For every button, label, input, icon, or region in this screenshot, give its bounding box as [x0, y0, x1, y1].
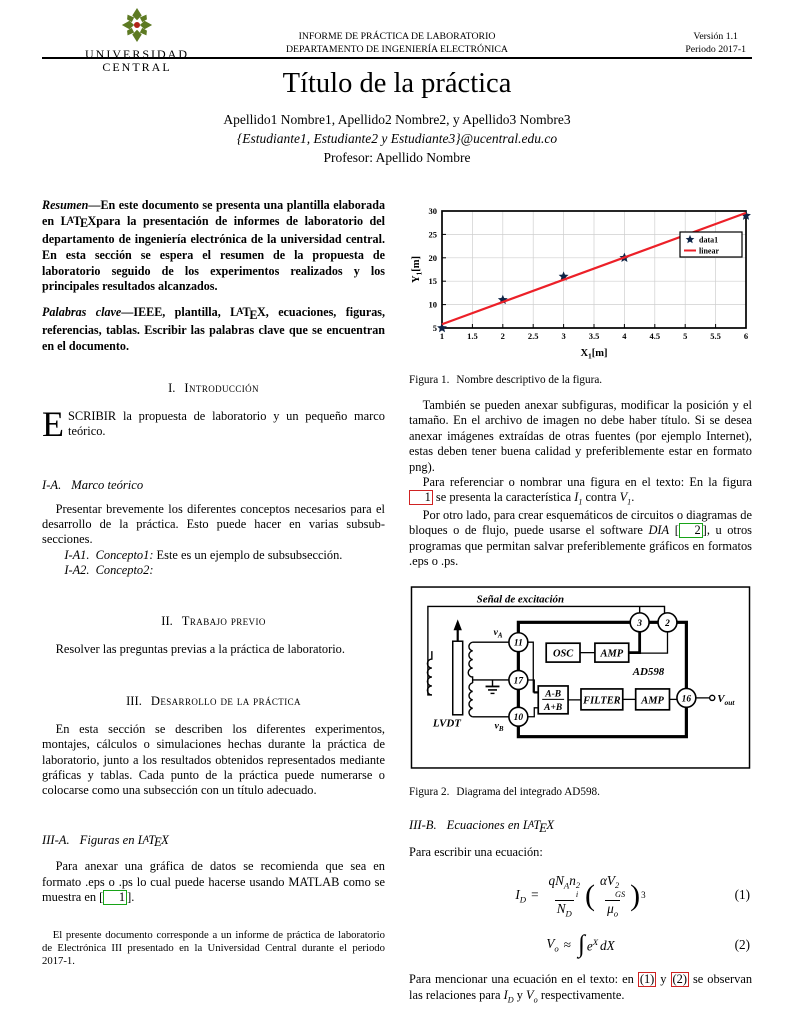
equation-2: $V_o$ ≈ ∫ $e^X$ dX (2) — [546, 931, 750, 959]
svg-text:20: 20 — [428, 252, 437, 263]
figure2-circuit — [409, 583, 752, 773]
period-label: Periodo 2017-1 — [685, 43, 746, 55]
university-name: UNIVERSIDAD CENTRAL — [85, 47, 189, 74]
subsection-heading-figuras: III-A. Figuras en LATEX — [42, 832, 169, 850]
latex-logo: LATEX — [60, 213, 97, 231]
ad598-chip-outline — [518, 623, 686, 737]
ground-symbol — [486, 687, 500, 694]
svg-text:4.5: 4.5 — [649, 331, 661, 341]
amp-to-pin3-wire — [629, 632, 640, 653]
equation-1: $I_D$ = $qN_An$ 2 i $N_D$ ( αV 2 GS $\mu_o$ ) 3 (1) — [515, 872, 750, 919]
svg-text:30: 30 — [428, 206, 437, 216]
right-column — [409, 198, 752, 1028]
svg-text:2: 2 — [665, 619, 670, 630]
dropcap: E — [42, 403, 64, 444]
svg-text:X1[m]: $X_1[m]$ — [580, 348, 608, 361]
author-block — [0, 111, 794, 168]
equation-2-number: (2) — [734, 937, 750, 953]
intro-paragraph: ESCRIBIR la propuesta de laboratorio y un pequeño marco teórico. — [42, 403, 385, 444]
svg-text:1: 1 — [439, 331, 445, 341]
svg-text:16: 16 — [681, 694, 692, 705]
equation-ref-2[interactable]: (2) — [672, 972, 687, 987]
header-version-block — [685, 31, 746, 56]
svg-text:5: 5 — [432, 323, 437, 333]
svg-text:17: 17 — [513, 676, 524, 687]
subsubsection-concepto1: I-A1. Concepto1: Este es un ejemplo de subsubsección. — [64, 547, 343, 562]
ecuacion-intro-paragraph: Para escribir una ecuación: — [409, 845, 543, 860]
svg-text:10: 10 — [428, 299, 437, 310]
va-label: $v_A$ — [493, 627, 503, 641]
svg-text:linear: linear — [699, 246, 719, 256]
svg-text:1.5: 1.5 — [467, 331, 478, 341]
amp2-block — [636, 689, 670, 710]
svg-text:3.5: 3.5 — [588, 331, 600, 341]
header-report-type: INFORME DE PRÁCTICA DE LABORATORIO DEPARTAMENTO DE INGENIERÍA ELECTRÓNICA — [285, 31, 509, 55]
figure-ref-link[interactable]: 1 — [409, 490, 433, 504]
desarrollo-paragraph: En esta sección se describen los diferentes experimentos, montajes, cálculos o simulaciones hechas durante la práctica de laboratorio, junto a los resultados obtenidos representados mediante gráficas y tablas. Cada punto de la práctica puede numerarse o colocarse como una subsección con un título adecuado. — [42, 721, 385, 798]
svg-text:2: 2 — [500, 331, 505, 341]
equation-1-number: (1) — [734, 887, 750, 903]
svg-text:A-B: A-B — [545, 689, 562, 700]
section-heading-desarrollo: III. Desarrollo de la práctica — [126, 693, 301, 708]
svg-text:5: 5 — [683, 331, 688, 341]
latex-logo: LATEX — [522, 818, 555, 836]
subsubsection-concepto2: I-A2. Concepto2: — [64, 563, 154, 578]
svg-text:3: 3 — [637, 619, 643, 630]
page-title: Título de la práctica — [282, 68, 512, 99]
thanks-footnote: El presente documento corresponde a un informe de práctica de laboratorio de Electrónica III presentado en la Universidad Central durante el periodo 2017-1. — [42, 928, 385, 967]
professor-line: Profesor: Apellido Nombre — [323, 149, 471, 165]
svg-text:2.5: 2.5 — [527, 331, 539, 341]
svg-text:10: 10 — [513, 713, 524, 724]
left-column — [42, 198, 385, 1028]
citation-link-1[interactable]: 1 — [103, 890, 127, 904]
author-names: Apellido1 Nombre1, Apellido2 Nombre2, y Apellido3 Nombre3 — [223, 112, 571, 127]
subsection-heading-ecuaciones: III-B. Ecuaciones en LATEX — [409, 818, 555, 836]
svg-text:Y1[m]: $Y_1[m]$ — [411, 255, 424, 284]
svg-text:11: 11 — [513, 639, 523, 650]
figuras-paragraph: Para anexar una gráfica de datos se recomienda que sea en formato .eps o .ps lo cual puede hacerse usando MATLAB como se muestra en [ 1 ]. — [42, 859, 385, 905]
referencia-figura-paragraph: Para referenciar o nombrar una figura en el texto: En la figura 1 se presenta la característica $I_1$ contra $V_1$. — [409, 475, 752, 508]
svg-text:A+B: A+B — [544, 703, 563, 714]
subfiguras-paragraph: También se pueden anexar subfiguras, modificar la posición y el tamaño. En el archivo de imagen no debe haber título. Si se desea anexar imágenes extraídas de otras fuentes (por ejemplo Internet), estas deben tener buena calidad y preferiblemente estar en formato png). — [409, 398, 752, 474]
mencionar-ecuacion-paragraph: Para mencionar una ecuación en el texto: en (1) y (2) se observan las relaciones para $I_D$ y $V_o$ respectivamente. — [409, 972, 753, 1005]
svg-text:6: 6 — [743, 331, 749, 341]
svg-text:3: 3 — [561, 331, 566, 341]
page-header — [42, 6, 752, 74]
citation-link-2[interactable]: 2 — [679, 523, 703, 537]
figure1-chart — [409, 204, 752, 361]
svg-text:AMP: AMP — [641, 695, 664, 707]
svg-text:4: 4 — [622, 331, 627, 341]
two-column-body — [42, 198, 752, 1028]
amp1-block — [595, 644, 629, 663]
figure-1 — [409, 204, 752, 386]
figure2-caption: Figura 2. Diagrama del integrado AD598. — [409, 786, 600, 799]
svg-text:5.5: 5.5 — [710, 331, 721, 341]
osc-block — [546, 644, 580, 663]
svg-text:AMP: AMP — [600, 648, 624, 660]
svg-text:OSC: OSC — [552, 648, 574, 660]
esquematicos-paragraph: Por otro lado, para crear esquemáticos de circuitos o diagramas de bloques o de flujo, puede usarse el software DIA [ 2 ], u otros programas que permitan salvar preferiblemente gráficos en formatos .eps o .ps. — [409, 507, 752, 568]
ad598-label: AD598 — [632, 666, 665, 679]
equation-ref-1[interactable]: (1) — [639, 972, 655, 987]
svg-text:FILTER: FILTER — [583, 695, 621, 707]
filter-block — [581, 689, 623, 710]
version-label: Versión 1.1 — [693, 31, 738, 42]
svg-text:data1: data1 — [699, 235, 719, 245]
section-heading-trabajo-previo: II. Trabajo previo — [161, 614, 266, 629]
trabajo-previo-paragraph: Resolver las preguntas previas a la práctica de laboratorio. — [55, 642, 345, 657]
keywords-paragraph: Palabras clave—IEEE, plantilla, LATEX, ecuaciones, figuras, referencias, tablas. Escribir las palabras clave que se encuentran en el documento. — [42, 304, 385, 354]
latex-logo: LATEX — [137, 832, 169, 850]
lvdt-label: LVDT — [432, 718, 461, 731]
subsection-heading-marco-teorico: I-A. Marco teórico — [42, 477, 144, 492]
figure-2 — [409, 583, 752, 798]
figure1-caption: Figura 1. Nombre descriptivo de la figura. — [409, 374, 603, 386]
lvdt-secondary — [468, 643, 509, 718]
svg-text:15: 15 — [428, 276, 437, 287]
author-emails: {Estudiante1, Estudiante2 y Estudiante3}@ucentral.edu.co — [236, 130, 558, 146]
abstract-paragraph: Resumen—En este documento se presenta una plantilla elaborada en LATEXpara la presentación de informes de laboratorio del departamento de ingeniería electrónica de la universidad central. En esta sección se espera el resumen de la propuesta de laboratorio seguido de los experimentos realizados y los principales resultados alcanzados. — [42, 198, 386, 294]
vb-label: $v_B$ — [494, 721, 504, 734]
vout-label: $V_{out}$ — [717, 693, 735, 708]
marco-teorico-paragraph: Presentar brevemente los diferentes conceptos necesarios para el desarrollo de la práctica. Esto puede hacer en varias subsub-secciones. — [42, 501, 385, 547]
diff-ratio-block — [538, 686, 568, 714]
svg-text:25: 25 — [428, 229, 437, 240]
lvdt-core — [453, 620, 463, 715]
latex-logo: LATEX — [230, 304, 266, 322]
vout-terminal — [710, 696, 715, 701]
section-heading-introduccion: I. Introducción — [168, 380, 259, 395]
excitation-label: Señal de excitación — [476, 593, 565, 606]
